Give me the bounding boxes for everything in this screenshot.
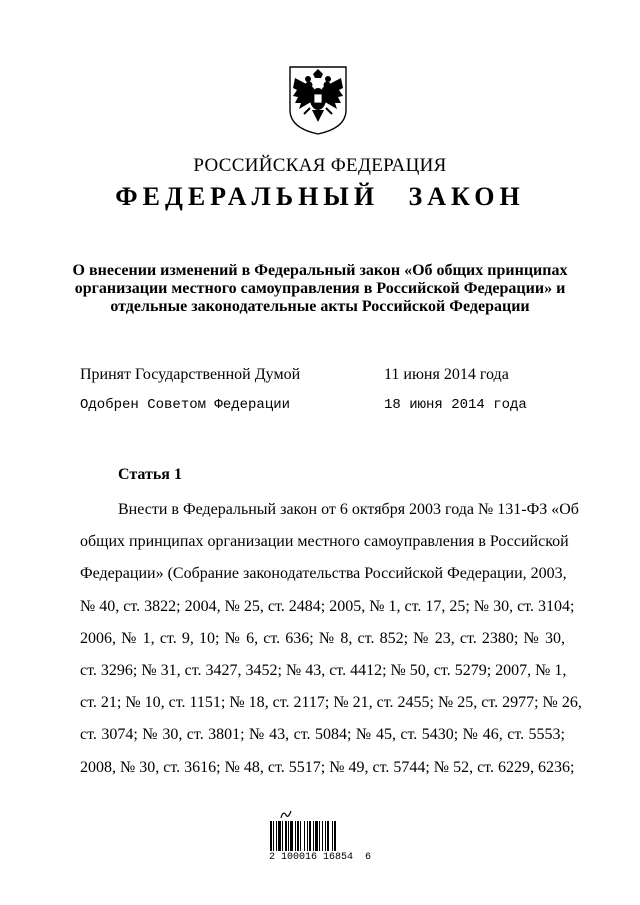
article-text-line: общих принципах организации местного самоуправления в Российской [80,533,569,551]
article-text-line: 2006, № 1, ст. 9, 10; № 6, ст. 636; № 8, ст. 852; № 23, ст. 2380; № 30, [80,629,565,647]
adopted-by-duma-date: 11 июня 2014 года [384,366,509,383]
barcode-bar [334,821,336,851]
country-name: РОССИЙСКАЯ ФЕДЕРАЦИЯ [193,155,447,176]
article-text-line: Внести в Федеральный закон от 6 октября 2003 года № 131-ФЗ «Об [118,501,579,518]
barcode-bar [297,821,299,851]
article-text-line: № 40, ст. 3822; 2004, № 25, ст. 2484; 2005, № 1, ст. 17, 25; № 30, ст. 3104; [80,597,575,615]
barcode-bar [315,821,318,851]
document-type: ФЕДЕРАЛЬНЫЙ ЗАКОН [115,182,525,211]
article-body [80,494,582,784]
barcode-bar [327,821,329,851]
law-title [60,262,580,316]
barcode-bar [282,821,283,851]
barcode-bar [300,821,301,851]
barcode-bar [295,821,296,851]
coat-of-arms-emblem [287,64,349,136]
adopted-by-duma-label: Принят Государственной Думой [80,366,301,383]
barcode-bar [273,821,274,851]
article-text-line: Федерации» (Собрание законодательства Российской Федерации, 2003, [80,565,567,583]
scribble-mark-icon [280,808,292,820]
barcode-block [268,808,372,864]
article-text-line: ст. 3074; № 30, ст. 3801; № 43, ст. 5084; № 45, ст. 5430; № 46, ст. 5553; [80,726,565,744]
barcode-icon [268,821,372,851]
barcode-bar [319,821,320,851]
barcode-bar [270,821,272,851]
barcode-number: 2 100016 16854 6 [268,852,372,863]
approved-by-council-date: 18 июня 2014 года [384,397,527,413]
barcode-bar [290,821,293,851]
barcode-bar [322,821,323,851]
article-text-line: 2008, № 30, ст. 3616; № 48, ст. 5517; № 49, ст. 5744; № 52, ст. 6229, 6236; [80,758,575,776]
barcode-bar [309,821,311,851]
law-title-line: отдельные законодательные акты Российской Федерации [110,298,530,315]
barcode-bar [307,821,308,851]
barcode-bar [285,821,287,851]
barcode-bar [278,821,281,851]
barcode-bar [325,821,326,851]
article-heading: Статья 1 [118,466,182,483]
barcode-bar [313,821,314,851]
barcode-bar [304,821,305,851]
article-text-line: ст. 21; № 10, ст. 1151; № 18, ст. 2117; № 21, ст. 2455; № 25, ст. 2977; № 26, [80,694,582,712]
barcode-bar [276,821,277,851]
barcode-bar [332,821,333,851]
barcode-bar [288,821,289,851]
law-title-line: О внесении изменений в Федеральный закон «Об общих принципах [72,262,568,279]
law-title-line: организации местного самоуправления в Российской Федерации» и [74,280,566,297]
article-text-line: ст. 3296; № 31, ст. 3427, 3452; № 43, ст. 4412; № 50, ст. 5279; 2007, № 1, [80,661,567,679]
approved-by-council-label: Одобрен Советом Федерации [80,397,291,413]
